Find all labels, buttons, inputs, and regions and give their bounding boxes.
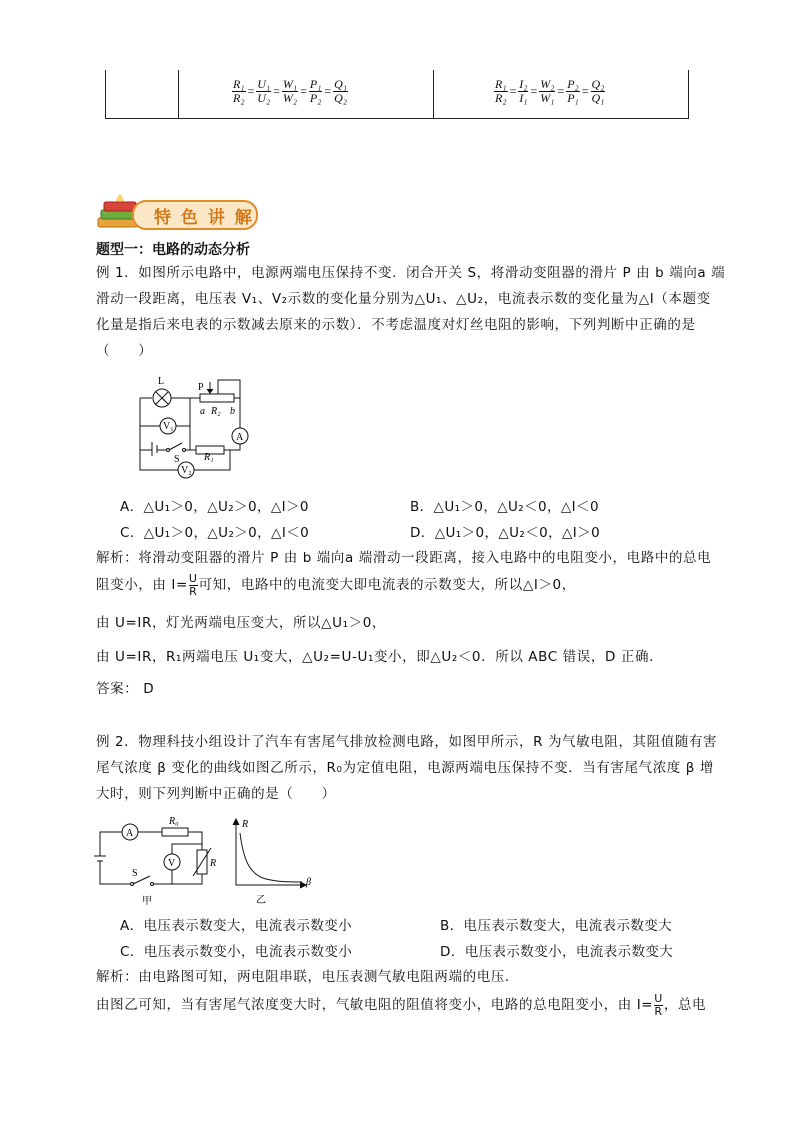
ex1-solution-line1: 解析：将滑动变阻器的滑片 P 由 b 端向a 端滑动一段距离，接入电路中的电阻变小，电路中的总电 — [96, 550, 712, 566]
table-divider-2 — [433, 70, 434, 118]
label-S: S — [174, 454, 180, 465]
label-P: P — [198, 382, 204, 393]
formula-series-left: $\frac{\text{R₁}}{\text{R₂}}$ = $\frac{\text{U₁}}{\text{U₂}}$ = $\frac{\text{W₁}}{\text{W₂}}$ = $\frac{\text{P₁}}{\text{P₂}}$ = $\frac{\text{Q₁}}{\text{Q₂}}$ — [233, 77, 348, 105]
ex1-fraction: $\frac{U}{R}$ — [188, 571, 198, 598]
formula-series-right: $\frac{\text{R₁}}{\text{R₂}}$ = $\frac{\text{I₂}}{\text{I₁}}$ = $\frac{\text{W₂}}{\text{W₁}}$ = $\frac{\text{P₂}}{\text{P₁}}$ = $\frac{\text{Q₂}}{\text{Q₁}}$ — [495, 77, 605, 105]
ex2-option-d[interactable]: D．电压表示数变小，电流表示数变大 — [440, 944, 674, 960]
circuit-diagram-1 — [130, 370, 270, 480]
label-R1: R₁ — [204, 452, 214, 463]
ex2-fraction: $\frac{U}{R}$ — [654, 991, 663, 1018]
ex2-option-a[interactable]: A．电压表示数变大，电流表示数变小 — [120, 918, 353, 934]
ex1-sol2b: 可知，电路中的电流变大即电流表的示数变大，所以△I＞0， — [198, 577, 576, 593]
label-b: b — [230, 406, 235, 417]
label-V: V — [168, 858, 176, 869]
label-R2: R₂ — [211, 406, 221, 417]
resistance-curve-yi — [226, 815, 316, 907]
ex1-sol2a: 阻变小，由 I= — [96, 577, 188, 593]
label-R: R — [210, 858, 217, 869]
label-a: a — [200, 406, 205, 417]
ex1-line4: （ ） — [96, 343, 153, 359]
badge-label: 特 色 讲 解 — [154, 208, 254, 228]
ex2-line1: 例 2．物理科技小组设计了汽车有害尾气排放检测电路，如图甲所示，R 为气敏电阻，其阻值随有害 — [96, 734, 718, 750]
ex1-solution-line2 — [96, 570, 706, 600]
ex1-line2: 滑动一段距离，电压表 V₁、V₂示数的变化量分别为△U₁、△U₂，电流表示数的变化量为△I（本题变 — [96, 291, 711, 307]
label-A2: A — [126, 828, 134, 839]
ex1-answer: 答案： D — [96, 681, 155, 697]
label-V2: V₂ — [181, 465, 192, 476]
label-A: A — [236, 432, 244, 443]
ex1-option-d[interactable]: D．△U₁＞0，△U₂＜0，△I＞0 — [410, 525, 601, 541]
label-S2: S — [132, 868, 138, 879]
ex1-line3: 化量是指后来电表的示数减去原来的示数）．不考虑温度对灯丝电阻的影响，下列判断中正确的是 — [96, 317, 696, 333]
ex2-sol2b: ，总电 — [663, 997, 707, 1013]
ex1-solution-line4: 由 U=IR，R₁两端电压 U₁变大，△U₂=U-U₁变小，即△U₂＜0．所以 ABC 错误，D 正确． — [96, 649, 664, 665]
ex1-option-a[interactable]: A．△U₁＞0，△U₂＞0，△I＞0 — [120, 499, 309, 515]
axis-label-R: R — [242, 819, 249, 830]
axis-label-beta: β — [306, 877, 311, 888]
ex2-line3: 大时，则下列判断中正确的是（ ） — [96, 786, 336, 802]
ex2-option-c[interactable]: C．电压表示数变小，电流表示数变小 — [120, 944, 353, 960]
ex1-option-b[interactable]: B．△U₁＞0，△U₂＜0，△I＜0 — [410, 499, 599, 515]
label-L: L — [158, 376, 165, 387]
section-badge — [94, 192, 260, 232]
formula-table — [105, 70, 689, 119]
ex2-solution-line2 — [96, 990, 706, 1020]
label-R0: R₀ — [169, 816, 179, 827]
label-jia: 甲 — [142, 896, 152, 907]
table-divider-1 — [178, 70, 179, 118]
circuit-diagram-jia — [94, 812, 224, 912]
section-heading: 题型一：电路的动态分析 — [96, 242, 250, 258]
ex1-line1: 例 1．如图所示电路中，电源两端电压保持不变．闭合开关 S，将滑动变阻器的滑片 P 由 b 端向a 端 — [96, 265, 726, 281]
ex1-solution-line3: 由 U=IR，灯光两端电压变大，所以△U₁＞0， — [96, 615, 387, 631]
label-V1: V₁ — [163, 421, 174, 432]
ex2-option-b[interactable]: B．电压表示数变大，电流表示数变大 — [440, 918, 673, 934]
ex1-option-c[interactable]: C．△U₁＞0，△U₂＞0，△I＜0 — [120, 525, 310, 541]
ex2-line2: 尾气浓度 β 变化的曲线如图乙所示，R₀为定值电阻，电源两端电压保持不变．当有害尾气浓度 β 增 — [96, 760, 714, 776]
label-yi: 乙 — [256, 895, 266, 906]
ex2-solution-line1: 解析：由电路图可知，两电阻串联，电压表测气敏电阻两端的电压． — [96, 969, 519, 985]
ex2-sol2a: 由图乙可知，当有害尾气浓度变大时，气敏电阻的阻值将变小，电路的总电阻变小，由 I= — [96, 997, 654, 1013]
